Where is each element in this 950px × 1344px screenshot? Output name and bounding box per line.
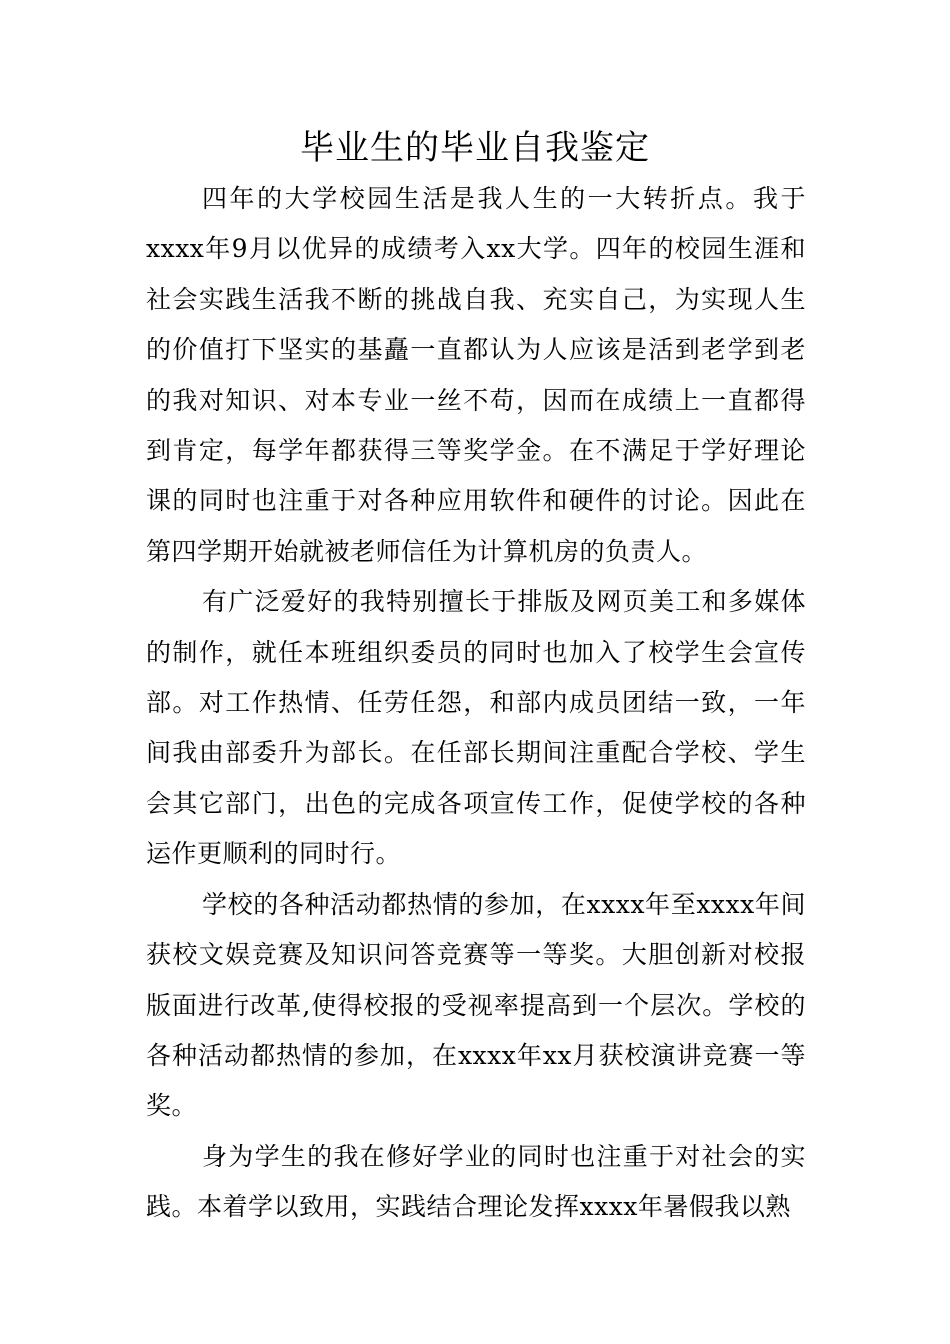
- document-title: 毕业生的毕业自我鉴定: [300, 128, 650, 168]
- document-body: [146, 174, 806, 1233]
- paragraph-2: 有广泛爱好的我特别擅长于排版及网页美工和多媒体的制作，就任本班组织委员的同时也加入了校学生会宣传部。对工作热情、任劳任怨，和部内成员团结一致，一年间我由部委升为部长。在任部长期间注重配合学校、学生会其它部门，出色的完成各项宣传工作，促使学校的各种运作更顺利的同时行。: [146, 587, 806, 869]
- paragraph-3: 学校的各种活动都热情的参加，在xxxx年至xxxx年间获校文娱竞赛及知识问答竞赛等一等奖。大胆创新对校报版面进行改革,使得校报的受视率提高到一个层次。学校的各种活动都热情的参加，在xxxx年xx月获校演讲竞赛一等奖。: [146, 889, 806, 1121]
- paragraph-1: 四年的大学校园生活是我人生的一大转折点。我于xxxx年9月以优异的成绩考入xx大学。四年的校园生涯和社会实践生活我不断的挑战自我、充实自己，为实现人生的价值打下坚实的基矗一直都认为人应该是活到老学到老的我对知识、对本专业一丝不苟，因而在成绩上一直都得到肯定，每学年都获得三等奖学金。在不满足于学好理论课的同时也注重于对各种应用软件和硬件的讨论。因此在第四学期开始就被老师信任为计算机房的负责人。: [146, 184, 806, 566]
- paragraph-4: 身为学生的我在修好学业的同时也注重于对社会的实践。本着学以致用，实践结合理论发挥xxxx年暑假我以熟: [146, 1141, 806, 1222]
